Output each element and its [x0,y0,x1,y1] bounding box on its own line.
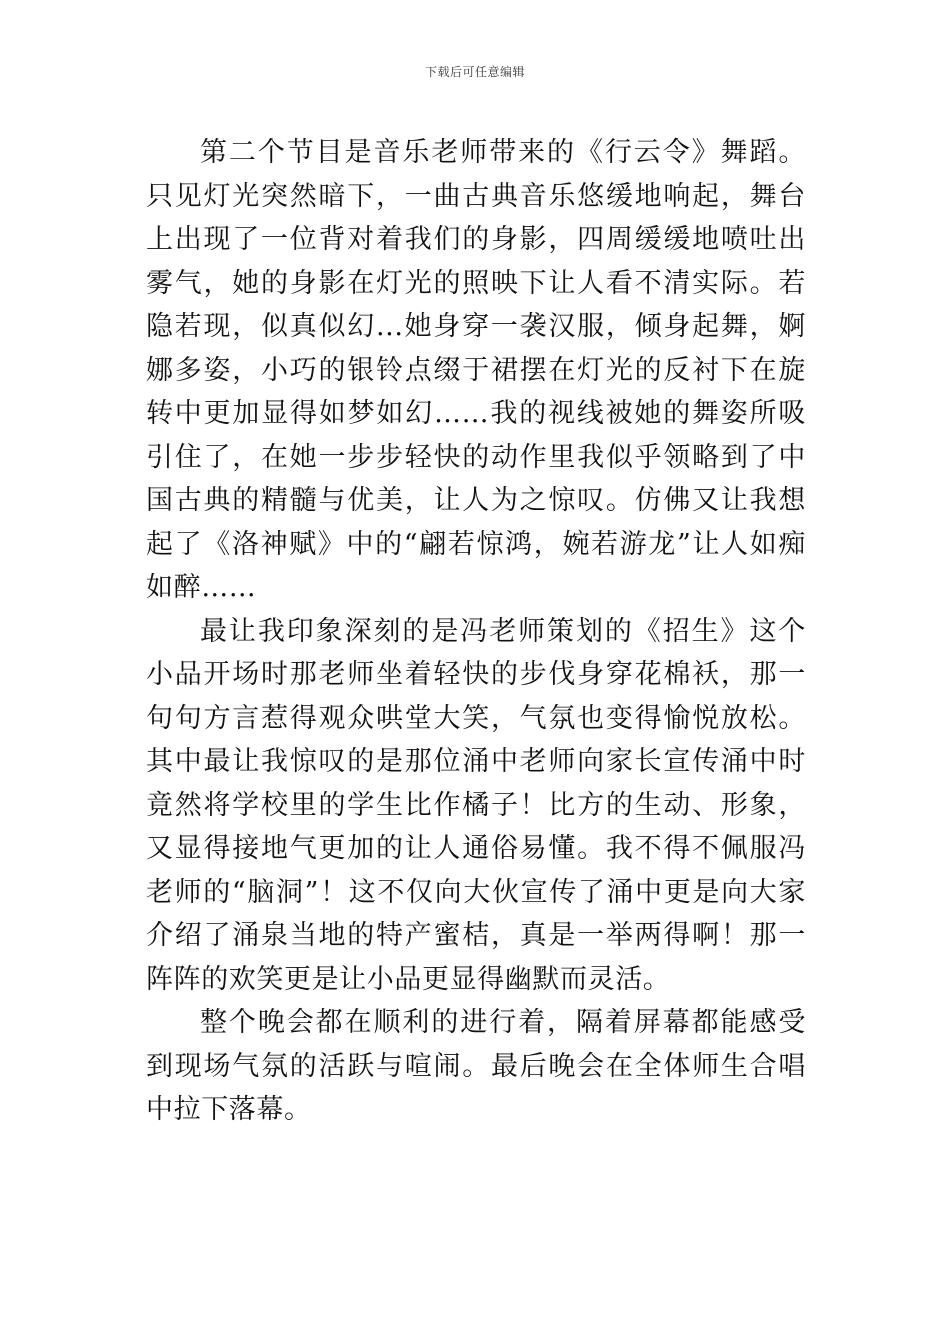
paragraph-closing: 整个晚会都在顺利的进行着，隔着屏幕都能感受到现场气氛的活跃与喧闹。最后晚会在全体师生合唱中拉下落幕。 [146,1007,806,1125]
paragraph-comedy-sketch: 最让我印象深刻的是冯老师策划的《招生》这个小品开场时那老师坐着轻快的步伐身穿花棉袄，那一句句方言惹得观众哄堂大笑，气氛也变得愉悦放松。其中最让我惊叹的是那位涌中老师向家长宣传涌中时竟然将学校里的学生比作橘子！比方的生动、形象，又显得接地气更加的让人通俗易懂。我不得不佩服冯老师的“脑洞”！这不仅向大伙宣传了涌中更是向大家介绍了涌泉当地的特产蜜桔，真是一举两得啊！那一阵阵的欢笑更是让小品更显得幽默而灵活。 [146,615,806,995]
document-body [146,131,806,1132]
page-header: 下载后可任意编辑 [424,65,525,79]
paragraph-dance-performance: 第二个节目是音乐老师带来的《行云令》舞蹈。只见灯光突然暗下，一曲古典音乐悠缓地响起，舞台上出现了一位背对着我们的身影，四周缓缓地喷吐出雾气，她的身影在灯光的照映下让人看不清实际。若隐若现，似真似幻...她身穿一袭汉服，倾身起舞，婀娜多姿，小巧的银铃点缀于裙摆在灯光的反衬下在旋转中更加显得如梦如幻……我的视线被她的舞姿所吸引住了，在她一步步轻快的动作里我似乎领略到了中国古典的精髓与优美，让人为之惊叹。仿佛又让我想起了《洛神赋》中的“翩若惊鸿，婉若游龙”让人如痴如醉…… [146,137,806,603]
